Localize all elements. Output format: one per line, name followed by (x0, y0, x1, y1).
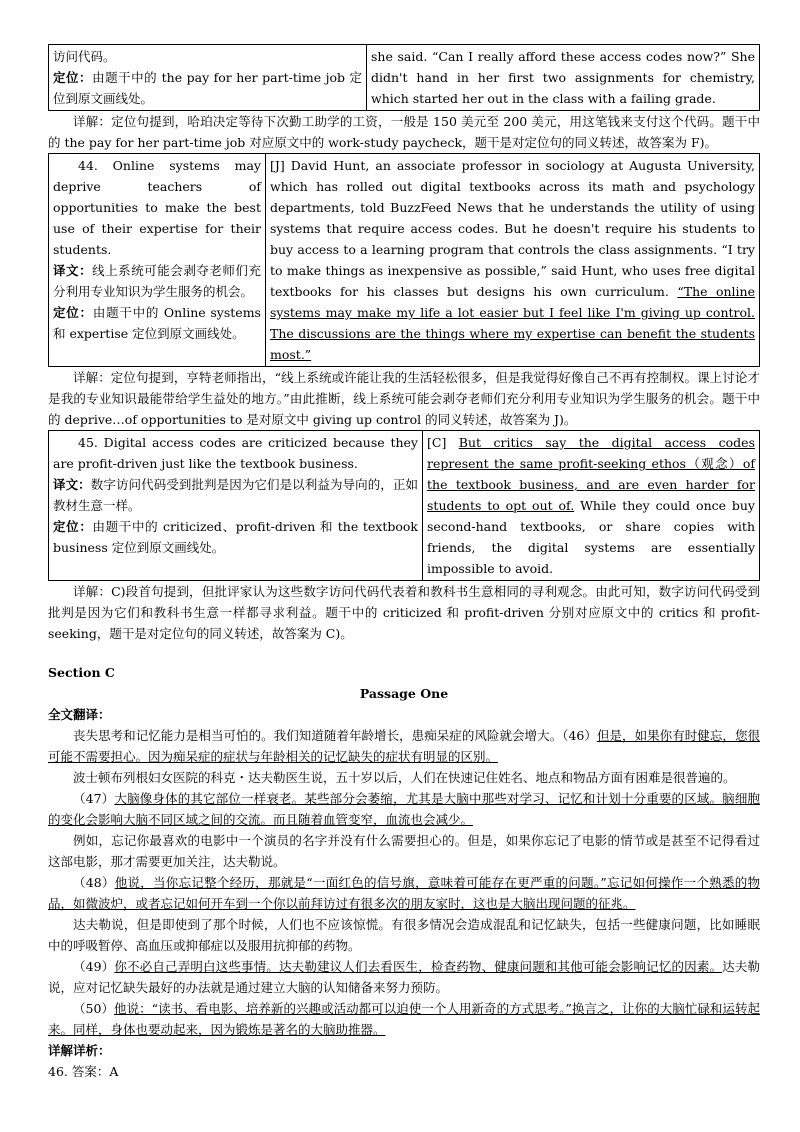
question-45-translation: 译文：数字访问代码受到批判是因为它们是以利益为导向的，正如教材生意一样。 (53, 477, 418, 513)
question-43-left-cell (49, 45, 367, 111)
question-43-stem-tail: 访问代码。 (53, 49, 116, 64)
question-44-location: 定位：由题干中的 Online systems 和 expertise 定位到原文画线处。 (53, 305, 261, 341)
question-45-table (48, 430, 760, 581)
question-45-source-cell: [C] But critics say the digital access codes represent the same profit-seeking ethos（观念）of the textbook business, and are even harder for students to opt out of. While they could once buy second-hand textbooks, or share copies with friends, the digital systems are essentially impossible to avoid. (423, 431, 760, 581)
question-45-detail: 详解：C)段首句提到，但批评家认为这些数字访问代码代表着和教科书生意相同的寻利观念。由此可知，数字访问代码受到批判是因为它们和教科书生意一样都寻求利益。题干中的 criticized 和 profit-driven 分别对应原文中的 critics 和 profit-seeking，题干是对定位句的同义转述，故答案为 C)。 (48, 584, 760, 641)
translation-paragraph: （50）他说：“读书、看电影、培养新的兴趣或活动都可以迫使一个人用新奇的方式思考。”换言之，让你的大脑忙碌和运转起来。同样，身体也要动起来，因为锻炼是著名的大脑助推器。 (48, 1001, 760, 1037)
question-43-source-cell: she said. “Can I really afford these access codes now?” She didn't hand in her first two assignments for chemistry, which started her out in the class with a failing grade. (367, 45, 760, 111)
question-44-left-cell (49, 154, 266, 367)
location-label: 定位： (53, 70, 93, 85)
underlined-source-sentence: “The online systems may make my life a lot easier but I feel like I'm giving up control. The discussions are the things where my expertise can benefit the students most.” (270, 284, 755, 362)
question-44-table (48, 153, 760, 367)
question-44-detail: 详解：定位句提到，亨特老师指出，“线上系统或许能让我的生活轻松很多，但是我觉得好像自己不再有控制权。课上讨论才是我的专业知识最能带给学生益处的地方。”由此推断，线上系统可能会剥夺老师们充分利用专业知识为学生服务的机会。题干中的 deprive…of opportunities to 是对原文中 giving up control 的同义转述，故答案为 J)。 (48, 370, 760, 427)
question-44-source-cell: [J] David Hunt, an associate professor in sociology at Augusta University, which has rolled out digital textbooks across its math and psychology departments, told BuzzFeed News that he understands the utility of using systems that require access codes. But he doesn't require his students to buy access to a learning program that controls the class assignments. “I try to make things as inexpensive as possible,” said Hunt, who uses free digital textbooks for his classes but designs his own curriculum. “The online systems may make my life a lot easier but I feel like I'm giving up control. The discussions are the things where my expertise can benefit the students most.” (266, 154, 760, 367)
translation-paragraph: （48）他说，当你忘记整个经历，那就是“一面红色的信号旗，意味着可能存在更严重的问题。”忘记如何操作一个熟悉的物品，如微波炉，或者忘记如何开车到一个你以前拜访过有很多次的朋友家时，这也是大脑出现问题的征兆。 (48, 875, 760, 911)
question-45-location: 定位：由题干中的 criticized、profit-driven 和 the textbook business 定位到原文画线处。 (53, 519, 418, 555)
question-44-stem: 44. Online systems may deprive teachers of opportunities to make the best use of their expertise for their students. (53, 158, 261, 257)
translation-paragraph: （47）大脑像身体的其它部位一样衰老。某些部分会萎缩，尤其是大脑中那些对学习、记忆和计划十分重要的区域。脑细胞的变化会影响大脑不同区域之间的交流。而且随着血管变窄，血流也会减少。 (48, 791, 761, 827)
translation-body (48, 725, 760, 1040)
question-43-location: 定位：由题干中的 the pay for her part-time job 定位到原文画线处。 (53, 70, 362, 106)
question-45-stem: 45. Digital access codes are criticized because they are profit-driven just like the textbook business. (53, 435, 418, 471)
question-43-table (48, 44, 760, 111)
answer-line: 46. 答案：A (48, 1064, 119, 1079)
translation-paragraph: 波士顿布列根妇女医院的科克・达夫勒医生说，五十岁以后，人们在快速记住姓名、地点和物品方面有困难是很普遍的。 (73, 770, 736, 785)
analysis-heading: 详解详析： (48, 1043, 111, 1058)
question-43-detail: 详解：定位句提到，哈珀决定等待下次勤工助学的工资，一般是 150 美元至 200 美元，用这笔钱来支付这个代码。题干中的 the pay for her part-time job 对应原文中的 work-study paycheck，题干是对定位句的同义转述，故答案为 F)。 (48, 114, 760, 150)
question-44-translation: 译文：线上系统可能会剥夺老师们充分利用专业知识为学生服务的机会。 (53, 263, 261, 299)
translation-paragraph: 达夫勒说，但是即使到了那个时候，人们也不应该惊慌。有很多情况会造成混乱和记忆缺失，包括一些健康问题，比如睡眠中的呼吸暂停、高血压或抑郁症以及服用抗抑郁的药物。 (48, 917, 760, 953)
translation-heading: 全文翻译： (48, 707, 111, 722)
translation-paragraph: （49）你不必自己弄明白这些事情。达夫勒建议人们去看医生，检查药物、健康问题和其他可能会影响记忆的因素。达夫勒说，应对记忆缺失最好的办法就是通过建立大脑的认知储备来努力预防。 (48, 959, 760, 995)
page (48, 44, 760, 1082)
translation-paragraph: 丧失思考和记忆能力是相当可怕的。我们知道随着年龄增长，患痴呆症的风险就会增大。（46）但是，如果你有时健忘，您很可能不需要担心。因为痴呆症的症状与年龄相关的记忆缺失的症状有明显的区别。 (48, 728, 760, 764)
passage-title: Passage One (359, 686, 449, 701)
section-heading: Section C (48, 665, 115, 680)
underlined-source-sentence: But critics say the digital access codes represent the same profit-seeking ethos（观念）of the textbook business, and are even harder for students to opt out of. (427, 435, 755, 513)
question-45-left-cell (49, 431, 423, 581)
translation-paragraph: 例如，忘记你最喜欢的电影中一个演员的名字并没有什么需要担心的。但是，如果你忘记了电影的情节或是甚至不记得看过这部电影，那才需要更加关注，达夫勒说。 (48, 833, 760, 869)
